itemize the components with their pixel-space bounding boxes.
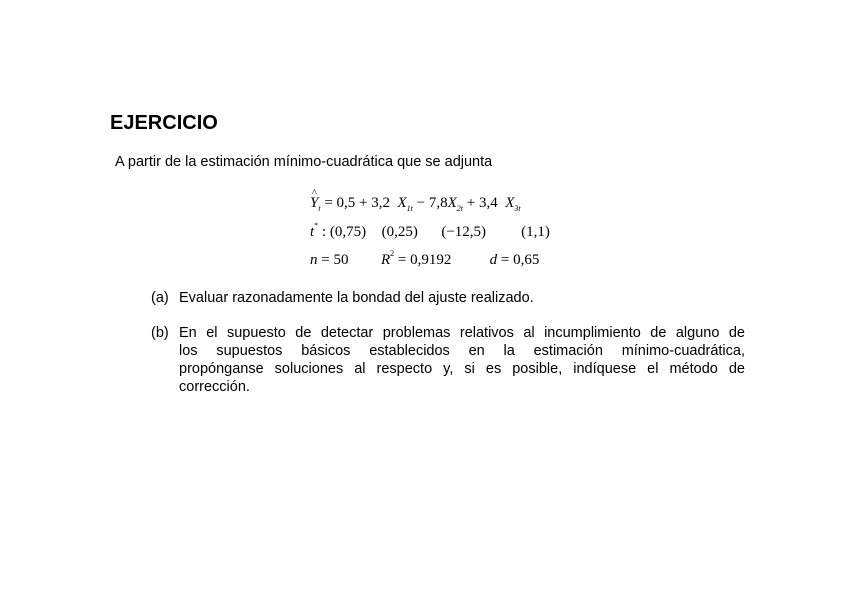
question-a-label: (a) [151,290,169,306]
t-value-3: (1,1) [521,224,550,240]
d-label: d [489,252,498,268]
t-colon: : [321,224,327,240]
x2-coefficient: − 7,8 [416,195,448,211]
x2-symbol: X [447,195,457,211]
question-b-line: los supuestos básicos establecidos en la estimación mínimo-cuadrática, [179,343,745,359]
y-hat: ^ Y [310,195,318,212]
question-a-text [179,289,745,307]
question-b-text [179,324,745,396]
x3-symbol: X [505,195,515,211]
r2-label: R [381,252,391,268]
equation-constant: = 0,5 + 3,2 [324,195,390,211]
r2-superscript: 2 [390,249,395,258]
x2-subscript: 2t [456,204,464,213]
t-label: t [310,224,315,240]
t-value-2: (−12,5) [441,224,487,240]
question-b-label: (b) [151,325,169,341]
question-b-line: propónganse soluciones al respecto y, si es posible, indíquese el método de [179,361,745,377]
question-b-line: corrección. [179,379,250,395]
t-statistics-row [310,221,550,241]
n-label: n [310,252,318,268]
n-value: = 50 [321,252,349,268]
exercise-title: EJERCICIO [110,112,218,134]
x3-subscript: 3t [514,204,521,213]
t-value-0: (0,75) [329,224,367,240]
t-label-asterisk: * [314,221,319,230]
y-subscript: t [318,204,321,213]
r2-value: = 0,9192 [397,252,452,268]
x1-subscript: 1t [406,204,413,213]
regression-equation [310,195,521,213]
fit-statistics-row [310,249,539,269]
t-value-1: (0,25) [381,224,418,240]
x3-coefficient: + 3,4 [466,195,498,211]
intro-text: A partir de la estimación mínimo-cuadrática que se adjunta [115,154,493,170]
x1-symbol: X [397,195,407,211]
question-a-line: Evaluar razonadamente la bondad del ajuste realizado. [179,290,534,306]
d-value: = 0,65 [500,252,540,268]
question-b-line: En el supuesto de detectar problemas relativos al incumplimiento de alguno de [179,325,745,341]
